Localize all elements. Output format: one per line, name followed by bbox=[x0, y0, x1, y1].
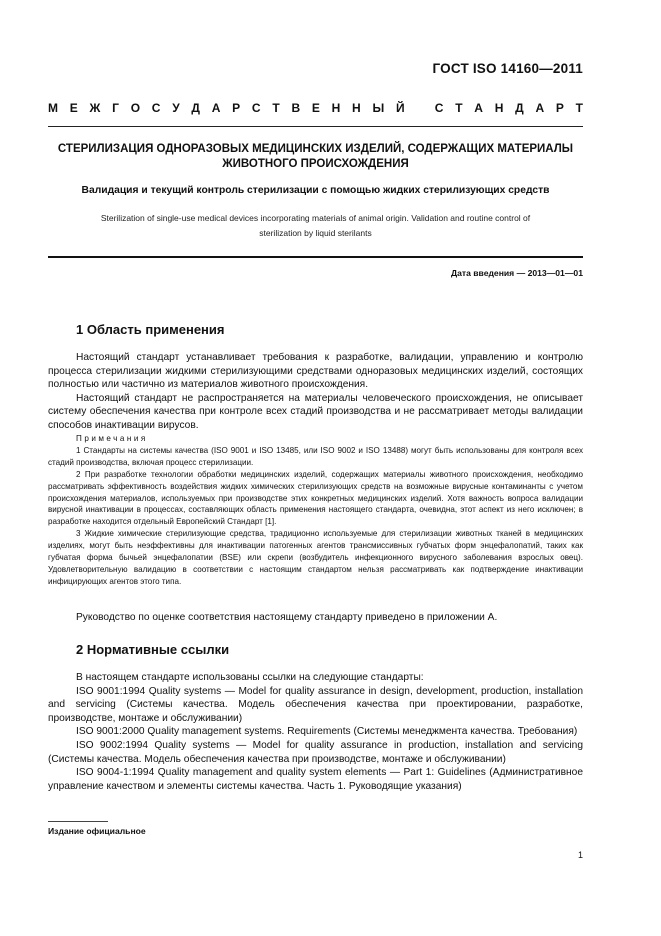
page-number: 1 bbox=[577, 850, 583, 860]
introduction-date: Дата введения — 2013—01—01 bbox=[450, 268, 583, 278]
banner-letter: Н bbox=[331, 101, 341, 115]
footer-divider bbox=[48, 821, 108, 822]
english-title-line-1: Sterilization of single-use medical devices incorporating materials of animal origin. Validation and routine control of bbox=[100, 213, 531, 223]
banner-letter: Н bbox=[494, 101, 504, 115]
section-1-body bbox=[48, 351, 583, 433]
banner-letter: Г bbox=[112, 101, 119, 115]
reference-item: ISO 9001:2000 Quality management systems. Requirements (Системы менеджмента качества. Требования) bbox=[76, 726, 578, 738]
notes-block bbox=[48, 433, 583, 588]
document-title bbox=[48, 142, 583, 172]
reference-item: ISO 9002:1994 Quality systems — Model for quality assurance in production, installation and servicing (Системы качества. Модель обеспечения качества при производстве, монтаже и обслуживании) bbox=[48, 739, 583, 765]
banner-letter: О bbox=[130, 101, 141, 115]
paragraph: Руководство по оценке соответствия настоящему стандарту приведено в приложении А. bbox=[76, 612, 498, 623]
banner-letter: А bbox=[211, 101, 221, 115]
banner-letter: А bbox=[535, 101, 545, 115]
paragraph: Настоящий стандарт устанавливает требования к разработке, валидации, управлению и контролю процесса стерилизации жидкими стерилизующими средствами одноразовых медицинских изделий, состоящих полностью или частично из материалов животного происхождения. bbox=[48, 352, 583, 391]
banner-letter: С bbox=[251, 101, 261, 115]
banner-gap bbox=[416, 101, 423, 115]
edition-note: Издание официальное bbox=[48, 826, 146, 836]
banner-letter: Р bbox=[232, 101, 241, 115]
reference-item: ISO 9004-1:1994 Quality management and quality system elements — Part 1: Guidelines (Административное управление качеством и элементы системы качества. Часть 1. Руководящие указания) bbox=[48, 767, 583, 792]
section-2-body bbox=[48, 671, 583, 793]
header-divider bbox=[48, 126, 583, 127]
banner-letter: Р bbox=[555, 101, 564, 115]
title-line-2: ЖИВОТНОГО ПРОИСХОЖДЕНИЯ bbox=[222, 158, 409, 170]
banner-letter: Н bbox=[352, 101, 361, 115]
section-2-heading: 2 Нормативные ссылки bbox=[76, 642, 230, 657]
section-1-closing bbox=[48, 611, 583, 625]
note-item: 2 При разработке технологии обработки медицинских изделий, содержащих материалы животного происхождения, необходимо рассматривать эффективность воздействия жидких химических стерилизующих средств на возможные вирусные контаминанты с учетом происхождения материалов, используемых при производстве этих конкретных медицинских изделий. Хотя важность вопроса валидации вирусной инактивации в процессах, составляющих область применения настоящего стандарта, очевидна, этот аспект из него исключен; в разработке находится отдельный Европейский Стандарт [1]. bbox=[48, 469, 583, 527]
notes-heading: Примечания bbox=[76, 434, 148, 443]
document-code: ГОСТ ISO 14160—2011 bbox=[432, 61, 583, 76]
banner-letter: Ж bbox=[89, 101, 101, 115]
document-subtitle: Валидация и текущий контроль стерилизации с помощью жидких стерилизующих средств bbox=[81, 185, 550, 196]
banner-letter: Й bbox=[395, 101, 405, 115]
english-title-line-2: sterilization by liquid sterilants bbox=[259, 228, 372, 238]
banner-letter: Д bbox=[515, 101, 524, 115]
banner-letter: А bbox=[474, 101, 483, 115]
banner-letter: Т bbox=[455, 101, 463, 115]
banner-letter: Е bbox=[311, 101, 320, 115]
banner-letter: Т bbox=[575, 101, 583, 115]
banner-letter: Ы bbox=[372, 101, 385, 115]
banner-letter: Е bbox=[69, 101, 78, 115]
banner-letter: Т bbox=[272, 101, 280, 115]
banner-letter: С bbox=[151, 101, 161, 115]
banner-letter: В bbox=[291, 101, 301, 115]
title-line-1: СТЕРИЛИЗАЦИЯ ОДНОРАЗОВЫХ МЕДИЦИНСКИХ ИЗДЕЛИЙ, СОДЕРЖАЩИХ МАТЕРИАЛЫ bbox=[57, 143, 574, 155]
reference-item: ISO 9001:1994 Quality systems — Model for quality assurance in design, development, production, installation and servicing (Системы качества. Модель обеспечения качества при проектировании, разработке, производстве, монтаже и обслуживании) bbox=[48, 685, 583, 724]
note-item: 3 Жидкие химические стерилизующие средства, традиционно используемые для стерилизации животных тканей в медицинских изделиях, могут быть неэффективны для инактивации патогенных агентов трансмиссивных губчатых форм энцефалопатий, таких как губчатая форма бычьей энцефалопатии (BSE) или скрепи (возбудитель инфекционного вирусного заболевания взрослых овец). Удовлетворительную валидацию в соответствии с настоящим стандартом нельзя рассматривать как подтверждение инактивации инфицирующих агентов этого типа. bbox=[48, 529, 583, 586]
banner-letter: М bbox=[48, 101, 58, 115]
banner-letter: С bbox=[434, 101, 444, 115]
english-title bbox=[48, 211, 583, 241]
title-divider bbox=[48, 256, 583, 258]
section-1-heading: 1 Область применения bbox=[76, 322, 225, 337]
note-item: 1 Стандарты на системы качества (ISO 9001 и ISO 13485, или ISO 9002 и ISO 13488) могут быть использованы для контроля всех стадий производства, включая процесс стерилизации. bbox=[48, 445, 583, 467]
standard-type-banner bbox=[48, 101, 583, 115]
paragraph: Настоящий стандарт не распространяется на материалы человеческого происхождения, не описывает систему обеспечения качества при контроле всех стадий производства и не рассматривает методы валидации способов инактивации вирусов. bbox=[48, 392, 583, 431]
banner-letter: Д bbox=[191, 101, 200, 115]
paragraph: В настоящем стандарте использованы ссылки на следующие стандарты: bbox=[76, 672, 424, 683]
banner-letter: У bbox=[172, 101, 180, 115]
